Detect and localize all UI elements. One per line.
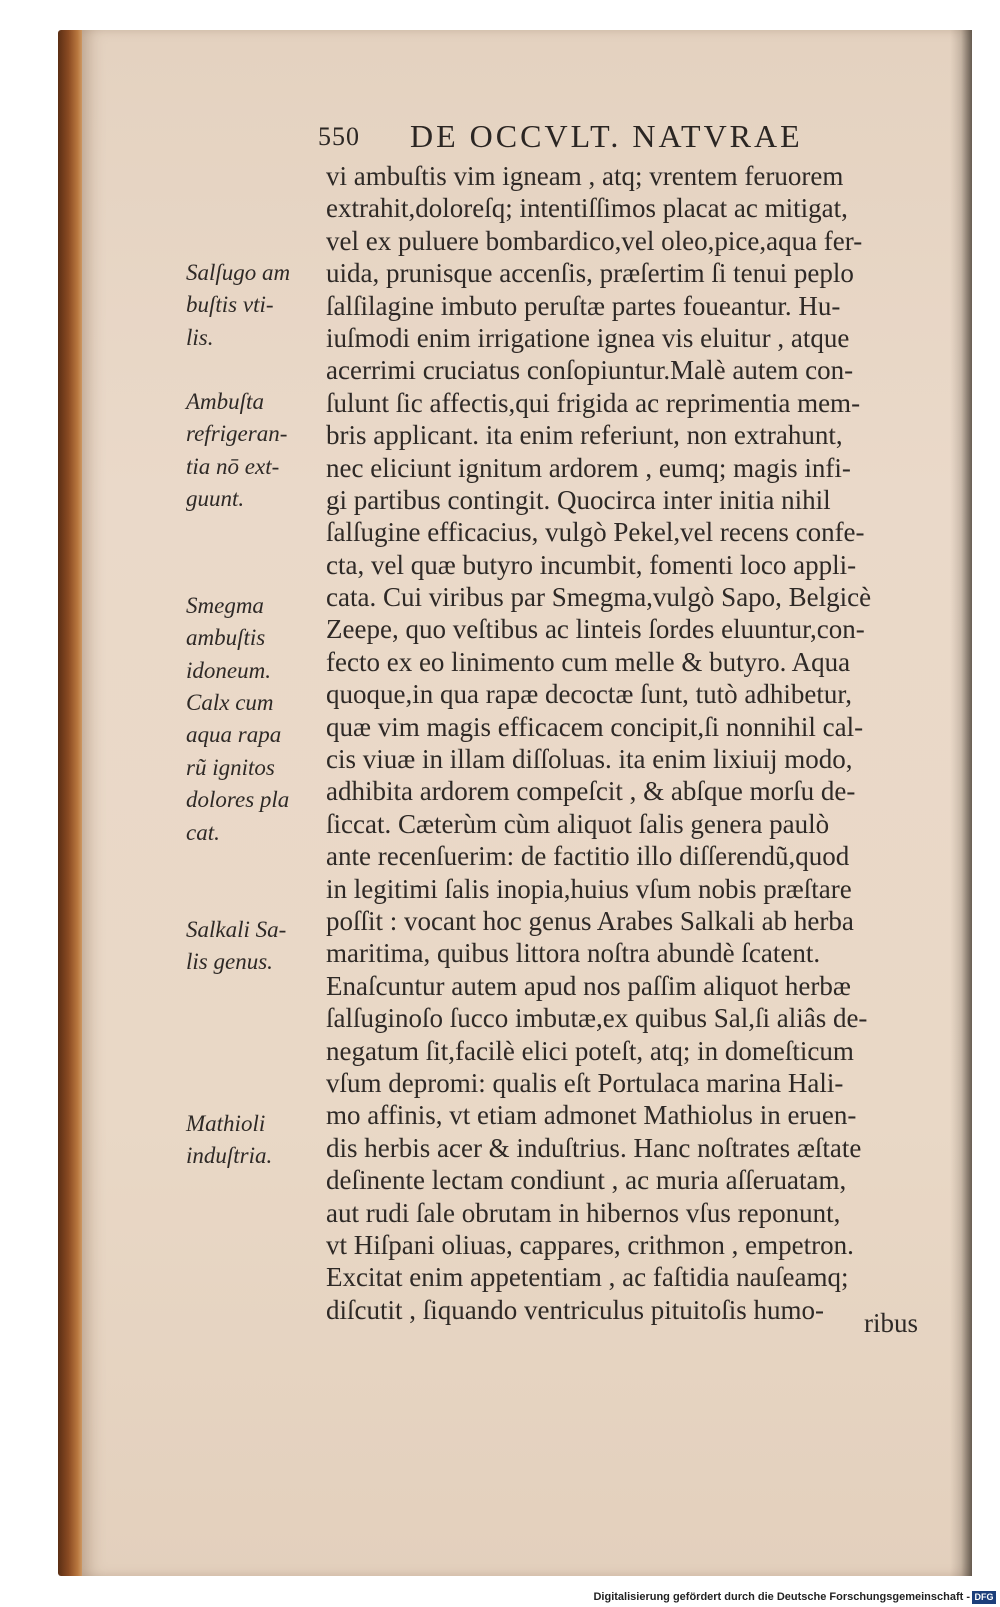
text-line: extrahit,doloreſq; intentiſſimos placat ac mitigat, xyxy=(326,193,848,224)
text-line: vſum depromi: qualis eſt Portulaca marina Hali- xyxy=(326,1067,844,1098)
text-line: iuſmodi enim irrigatione ignea vis eluitur , atque xyxy=(326,322,850,353)
text-line: deſinente lectam condiunt , ac muria aſſeruatam, xyxy=(326,1165,847,1196)
text-line: quoque,in qua rapæ decoctæ ſunt, tutò adhibetur, xyxy=(326,679,853,710)
margin-note: Salſugo am buſtis vti- lis. xyxy=(186,260,291,350)
text-line: negatum ſit,facilè elici poteſt, atq; in domeſticum xyxy=(326,1035,854,1066)
text-line: maritima, quibus littora noſtra abundè ſcatent. xyxy=(326,938,821,969)
text-line: ſulunt ſic affectis,qui frigida ac reprimentia mem- xyxy=(326,387,861,418)
text-line: acerrimi cruciatus conſopiuntur.Malè autem con- xyxy=(326,355,854,386)
margin-note: Ambuſta refrigeran- tia nō ext- guunt. xyxy=(186,389,288,512)
text-line: nec eliciunt ignitum ardorem , eumq; magis infi- xyxy=(326,452,851,483)
text-line: adhibita ardorem compeſcit , & abſque morſu de- xyxy=(326,776,856,807)
page-number: 550 xyxy=(318,122,360,151)
text-line: vel ex puluere bombardico,vel oleo,pice,aqua fer- xyxy=(326,225,863,256)
text-line: gi partibus contingit. Quocirca inter initia nihil xyxy=(326,484,831,515)
text-line: in legitimi ſalis inopia,huius vſum nobis præſtare xyxy=(326,873,852,904)
running-title: DE OCCVLT. NATVRAE xyxy=(410,118,803,154)
text-line: vi ambuſtis vim igneam , atq; vrentem feruorem xyxy=(326,161,844,191)
margin-note: Smegma ambuſtis idoneum. xyxy=(186,593,271,683)
text-line: quæ vim magis efficacem concipit,ſi nonnihil cal- xyxy=(326,711,864,742)
text-line: ſalſilagine imbuto peruſtæ partes foueantur. Hu- xyxy=(326,290,841,321)
margin-note: Salkali Sa- lis genus. xyxy=(186,917,287,975)
text-line: Enaſcuntur autem apud nos paſſim aliquot herbæ xyxy=(326,970,851,1001)
main-text-block xyxy=(326,160,946,1326)
text-line: aut rudi ſale obrutam in hibernos vſus reponunt, xyxy=(326,1197,841,1228)
text-line: vt Hiſpani oliuas, cappares, crithmon , empetron. xyxy=(326,1229,854,1260)
book-edge xyxy=(58,30,84,1576)
text-line: cis viuæ in illam diſſoluas. ita enim lixiuij modo, xyxy=(326,744,853,775)
text-line: dis herbis acer & induſtrius. Hanc noſtrates æſtate xyxy=(326,1132,862,1163)
margin-note: Calx cum aqua rapa rũ ignitos dolores pla cat. xyxy=(186,690,290,845)
text-line: cata. Cui viribus par Smegma,vulgò Sapo, Belgicè xyxy=(326,582,872,613)
dfg-logo-icon: DFG xyxy=(972,1591,996,1604)
text-line: cta, vel quæ butyro incumbit, fomenti loco appli- xyxy=(326,549,857,580)
text-line: ſalſugine efficacius, vulgò Pekel,vel recens confe- xyxy=(326,517,865,548)
text-line: ſiccat. Cæterùm cùm aliquot ſalis genera paulò xyxy=(326,808,830,839)
text-line: Zeepe, quo veſtibus ac linteis ſordes eluuntur,con- xyxy=(326,614,865,645)
text-line: uida, prunisque accenſis, præſertim ſi tenui peplo xyxy=(326,258,854,289)
funding-credit: Digitalisierung gefördert durch die Deutsche Forschungsgemeinschaft - xyxy=(593,1591,970,1603)
text-line: Excitat enim appetentiam , ac faſtidia nauſeamq; xyxy=(326,1262,849,1293)
text-line: fecto ex eo linimento cum melle & butyro. Aqua xyxy=(326,646,851,677)
footer-bar xyxy=(0,1590,1000,1607)
text-line: poſſit : vocant hoc genus Arabes Salkali ab herba xyxy=(326,905,854,936)
text-line: ſalſuginoſo ſucco imbutæ,ex quibus Sal,ſi aliâs de- xyxy=(326,1003,868,1034)
margin-note: Mathioli induſtria. xyxy=(186,1111,273,1169)
text-line: ante recenſuerim: de factitio illo diſſerendũ,quod xyxy=(326,841,850,872)
catchword: ribus xyxy=(864,1308,918,1338)
page-gutter-shadow xyxy=(950,30,972,1576)
text-line: bris applicant. ita enim referiunt, non extrahunt, xyxy=(326,420,843,451)
text-line: mo affinis, vt etiam admonet Mathiolus in eruen- xyxy=(326,1100,857,1131)
page-header xyxy=(318,118,878,158)
text-line: diſcutit , ſiquando ventriculus pituitoſis humo- xyxy=(326,1294,824,1325)
